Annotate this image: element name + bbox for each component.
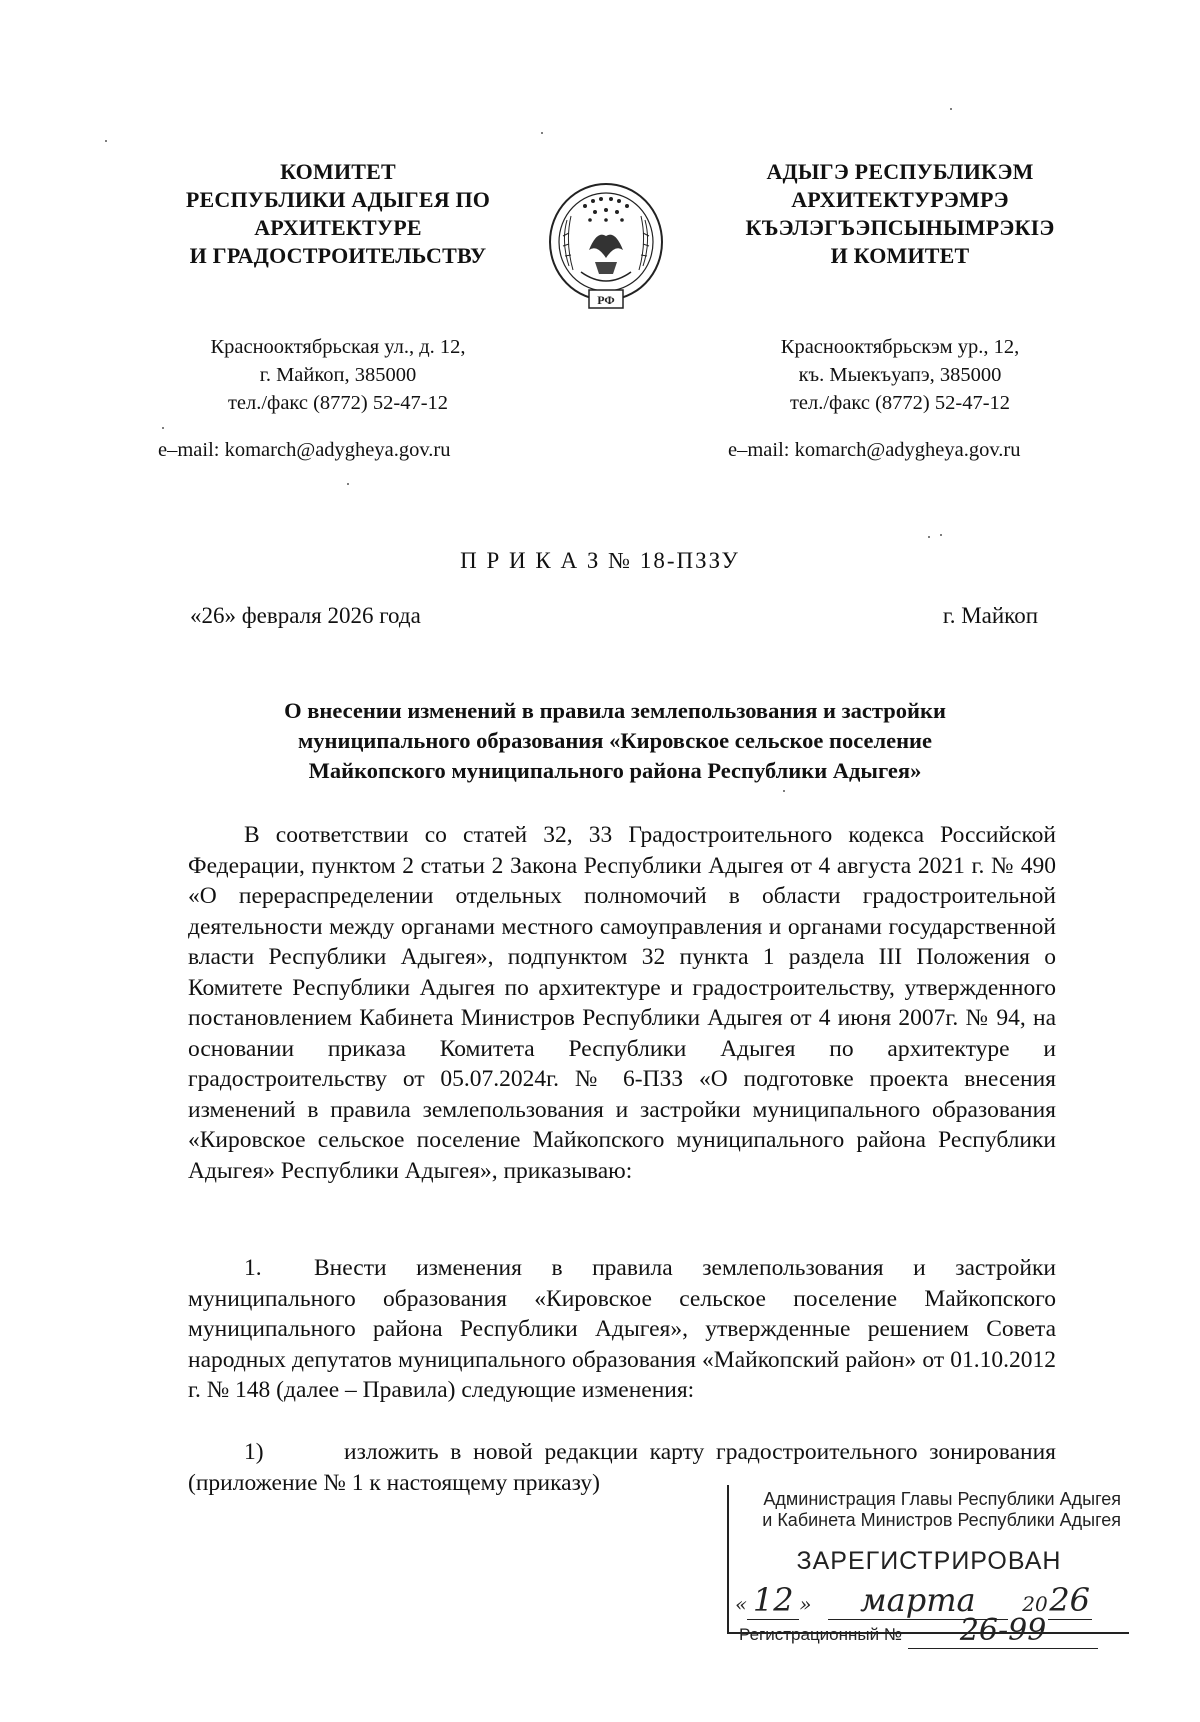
left-org-line: И ГРАДОСТРОИТЕЛЬСТВУ (189, 243, 487, 268)
scan-speck (928, 536, 930, 538)
order-subject (180, 696, 1050, 786)
stamp-month: марта (828, 1581, 1008, 1620)
address-line: г. Майкоп, 385000 (259, 364, 417, 386)
right-org-line: КЪЭЛЭГЪЭПСЫНЫМРЭКIЭ (745, 215, 1055, 240)
subpoint-1-text: изложить в новой редакции карту градостроительного зонирования (приложение № 1 к настоящему приказу) (188, 1439, 1056, 1496)
order-city: г. Майкоп (942, 603, 1038, 628)
point-1-text: Внести изменения в правила землепользования и застройки муниципального образования «Кировское сельское поселение Майкопского муниципального района Республики Адыгея», утвержденные решением Совета народных депутатов муниципального образования «Майкопский район» от 01.10.2012 г. № 148 (далее – Правила) следующие изменения: (188, 1255, 1056, 1403)
left-email: e–mail: komarch@adygheya.gov.ru (158, 439, 451, 461)
stamp-reg-number: 26-99 (908, 1613, 1098, 1649)
right-org-line: АДЫГЭ РЕСПУБЛИКЭМ (766, 159, 1034, 184)
address-line: Краснооктябрьская ул., д. 12, (210, 336, 466, 358)
stamp-year-suffix: 26 (1049, 1581, 1091, 1619)
right-org-line: И КОМИТЕТ (830, 243, 970, 268)
left-org-line: АРХИТЕКТУРЕ (254, 215, 422, 240)
date-quote-open: « (735, 1592, 748, 1616)
left-org-header (168, 158, 508, 270)
point-1 (188, 1253, 1056, 1406)
scan-speck (105, 140, 107, 142)
scan-speck (347, 483, 349, 485)
registration-stamp (727, 1485, 1129, 1648)
order-date: «26» февраля 2026 года (190, 603, 421, 628)
stamp-day: 12 (747, 1581, 799, 1620)
address-line: Краснооктябрьскэм ур., 12, (780, 336, 1020, 358)
right-org-header (730, 158, 1070, 270)
left-address (158, 333, 518, 417)
phone-fax: тел./факс (8772) 52-47-12 (789, 392, 1011, 414)
phone-fax: тел./факс (8772) 52-47-12 (227, 392, 449, 414)
left-org-line: КОМИТЕТ (280, 159, 396, 184)
right-email: e–mail: komarch@adygheya.gov.ru (728, 439, 1021, 461)
address-line: къ. Мыекъуапэ, 385000 (798, 364, 1002, 386)
stamp-year-prefix: 20 (1022, 1592, 1048, 1616)
stamp-registration (739, 1613, 1098, 1649)
coat-of-arms-emblem-icon (545, 180, 667, 315)
point-1-number: 1. (244, 1255, 262, 1281)
subject-line: муниципального образования «Кировское сельское поселение (297, 728, 933, 753)
scan-speck (950, 108, 952, 110)
right-address (720, 333, 1080, 417)
subject-line: Майкопского муниципального района Республики Адыгея» (308, 758, 922, 783)
subject-line: О внесении изменений в правила землепользования и застройки (284, 698, 946, 723)
date-quote-close: » (799, 1592, 812, 1616)
preamble-paragraph: В соответствии со статей 32, 33 Градостроительного кодекса Российской Федерации, пунктом 2 статьи 2 Закона Республики Адыгея от 4 августа 2021 г. № 490 «О перераспределении отдельных полномочий в области градостроительной деятельности между органами местного самоуправления и органами государственной власти Республики Адыгея», подпунктом 32 пункта 1 раздела III Положения о Комитете Республики Адыгея по архитектуре и градостроительству, утвержденного постановлением Кабинета Министров Республики Адыгея от 4 июня 2007г. № 94, на основании приказа Комитета Республики Адыгея по архитектуре и градостроительству от 05.07.2024г. № 6-ПЗЗ «О подготовке проекта внесения изменений в правила землепользования и застройки муниципального образования «Кировское сельское поселение Майкопского муниципального района Республики Адыгея» Республики Адыгея», приказываю: (188, 822, 1056, 1184)
subpoint-1-number: 1) (244, 1439, 264, 1465)
stamp-reg-label: Регистрационный № (739, 1625, 903, 1644)
scan-speck (940, 534, 942, 536)
scan-speck (541, 132, 543, 134)
left-org-line: РЕСПУБЛИКИ АДЫГЕЯ ПО (185, 187, 491, 212)
right-org-line: АРХИТЕКТУРЭМРЭ (791, 187, 1009, 212)
stamp-status: ЗАРЕГИСТРИРОВАН (796, 1547, 1062, 1575)
scan-speck (162, 427, 164, 429)
stamp-org-line: и Кабинета Министров Республики Адыгея (762, 1510, 1121, 1530)
stamp-org-line: Администрация Главы Республики Адыгея (763, 1489, 1121, 1509)
stamp-org (741, 1489, 1121, 1531)
order-title: П Р И К А З № 18-ПЗЗУ (460, 548, 740, 573)
emblem-text: РФ (597, 293, 615, 307)
scan-speck (783, 790, 785, 792)
